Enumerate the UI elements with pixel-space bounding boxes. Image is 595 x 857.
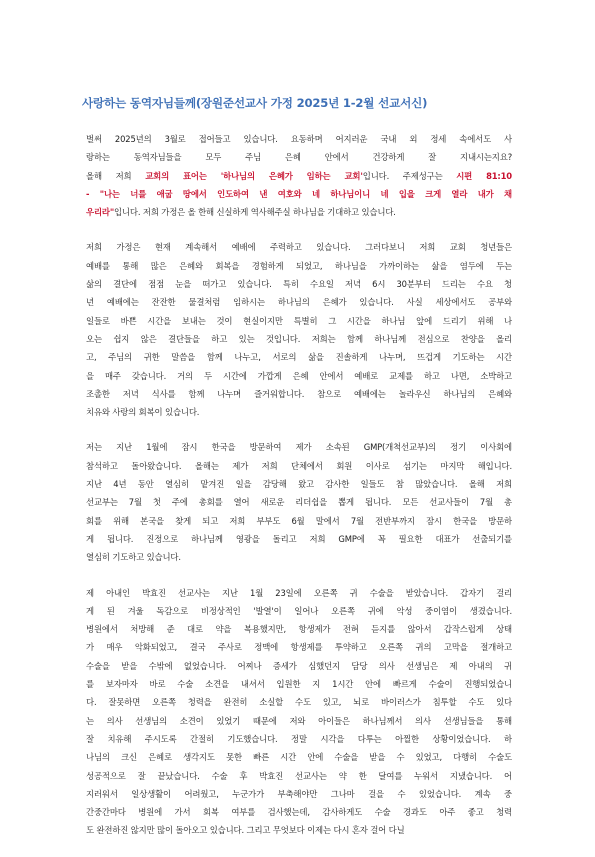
- paragraph-health-report: [86, 584, 512, 840]
- text-run: 저희 가정은 현재 계속해서 예배에 주력하고 있습니다. 그러다보니 저희 교회 청년들은: [86, 242, 512, 253]
- text-run: 올해 저희: [86, 170, 146, 181]
- text-run: 선교부는 7월 첫 주에 총회를 열어 새로운 리더쉽을 뽑게 됩니다. 모든 선교사들이 7월 총: [86, 497, 512, 508]
- highlighted-text: 우리라": [86, 207, 115, 218]
- text-line: [86, 403, 512, 421]
- highlighted-text: 교회의 표어는 '하나님의 은혜가 임하는 교회': [145, 170, 363, 181]
- text-line: [86, 493, 512, 511]
- text-run: 간중간마다 병원에 가서 회복 여부를 검사했는데, 감사하게도 수술 경과도 아주 좋고 청력: [86, 807, 512, 818]
- text-run: 수술을 받을 수밖에 없었습니다. 어찌나 증세가 심했던지 담당 의사 선생님은 제 아내의 귀: [86, 660, 512, 671]
- text-run: 게 됩니다. 진정으로 하나님께 영광을 돌리고 저희 GMP에 꼭 필요한 대표가 선출되기를: [86, 533, 512, 544]
- text-run: 게 된 겨울 독감으로 비정상적인 '발열'이 일어나 오른쪽 귀에 악성 중이염이 생겼습니다.: [86, 605, 512, 616]
- text-line: [86, 620, 512, 638]
- text-run: 치유와 사랑의 회복이 있습니다.: [86, 407, 200, 418]
- text-line: [86, 185, 512, 203]
- highlighted-text: 시편 81:10: [456, 170, 512, 181]
- text-run: 을 매주 갖습니다. 거의 두 시간에 가깝게 은혜 안에서 예배로 교제를 하고 나면, 소박하고: [86, 370, 512, 381]
- text-run: 입니다. 저희 가정은 올 한해 신실하게 역사해주실 하나님을 기대하고 있습니다.: [114, 207, 396, 218]
- text-run: 벌써 2025년의 3월로 접어들고 있습니다. 요동하며 어지러운 국내 외 정세 속에서도 사: [86, 134, 512, 144]
- text-line: [86, 712, 512, 730]
- text-line: [86, 548, 512, 566]
- text-run: 예배를 통해 많은 은혜와 회복을 경험하게 되었고, 하나님을 가까이하는 삶을 염두에 두는: [86, 260, 512, 271]
- text-run: 저는 지난 1월에 잠시 한국을 방문하여 제가 소속된 GMP(개척선교부)의 정기 이사회에: [86, 442, 512, 453]
- text-line: [86, 148, 512, 166]
- letter-body: [86, 130, 512, 857]
- text-run: 회를 위해 본국을 찾게 되고 저희 부부도 6월 말에서 7월 전반부까지 잠시 한국을 방문하: [86, 515, 512, 526]
- text-run: 일들로 바쁜 시간을 보내는 것이 현실이지만 특별히 그 시간을 하나님 앞에 드리기 위해 나: [86, 315, 512, 326]
- text-run: 제 아내인 박효진 선교사는 지난 1월 23일에 오른쪽 귀 수술을 받았습니다. 갑자기 걸리: [86, 587, 512, 598]
- text-line: [86, 293, 512, 311]
- text-line: [86, 730, 512, 748]
- text-line: [86, 748, 512, 766]
- text-run: 잘 치유해 주시도록 간절히 기도했습니다. 정말 시각을 다투는 아찔한 상황이었습니다. 하: [86, 733, 512, 744]
- text-line: [86, 367, 512, 385]
- text-line: [86, 475, 512, 493]
- text-line: [86, 167, 512, 185]
- text-run: 도 완전하진 않지만 많이 돌아오고 있습니다. 그리고 무엇보다 이제는 다시 혼자 걸어 다닐: [86, 825, 405, 836]
- text-line: [86, 803, 512, 821]
- text-run: 조촐한 저녁 식사를 함께 나누며 즐거워합니다. 참으로 예배에는 놀라우신 하나님의 은혜와: [86, 388, 512, 399]
- text-line: [86, 638, 512, 656]
- text-line: [86, 675, 512, 693]
- highlighted-text: - "나는 너를 애굽 땅에서 인도하여 낸 여호와 네 하나님이니 네 입을 크게 열라 내가 채: [86, 188, 512, 199]
- text-line: [86, 275, 512, 293]
- text-line: [86, 330, 512, 348]
- paragraph-gmp-report: [86, 438, 512, 566]
- text-run: 는 의사 선생님의 소견이 있었기 때문에 저와 아이들은 하나님께서 의사 선생님들을 통해: [86, 715, 512, 726]
- text-run: 열심히 기도하고 있습니다.: [86, 552, 181, 563]
- text-line: [86, 657, 512, 675]
- paragraph-intro: [86, 130, 512, 221]
- text-run: 지러워서 일상생활이 어려웠고, 누군가가 부축해야만 그나마 걸을 수 있었습니다. 계속 중: [86, 788, 512, 799]
- text-line: [86, 602, 512, 620]
- text-line: [86, 821, 512, 839]
- paragraph-church-report: [86, 238, 512, 421]
- text-run: 성공적으로 잘 끝났습니다. 수술 후 박효진 선교사는 약 한 달여를 누워서 지냈습니다. 어: [86, 770, 512, 781]
- text-line: [86, 512, 512, 530]
- text-run: 입니다. 주제성구는: [362, 170, 457, 181]
- text-line: [86, 693, 512, 711]
- text-line: [86, 348, 512, 366]
- text-line: [86, 312, 512, 330]
- text-line: [86, 438, 512, 456]
- text-line: [86, 385, 512, 403]
- text-run: 랑하는 동역자님들을 모두 주님 은혜 안에서 건강하게 잘 지내시는지요?: [86, 152, 512, 163]
- text-run: 년 예배에는 잔잔한 물결처럼 임하시는 하나님의 은혜가 있습니다. 사실 세상에서도 공부와: [86, 297, 512, 308]
- text-line: [86, 238, 512, 256]
- text-line: [86, 257, 512, 275]
- text-line: [86, 203, 512, 221]
- text-run: 지난 4년 동안 열심히 맡겨진 일을 감당해 왔고 감사한 일들도 참 많았습니다. 올해 저희: [86, 479, 512, 490]
- text-line: [86, 767, 512, 785]
- text-run: 병원에서 처방해 준 대로 약을 복용했지만, 항생제가 전혀 듣지를 않아서 갑작스럽게 상태: [86, 624, 512, 635]
- text-line: [86, 457, 512, 475]
- text-line: [86, 785, 512, 803]
- text-run: 고, 주님의 귀한 말씀을 함께 나누고, 서로의 삶을 진솔하게 나누며, 뜨겁게 기도하는 시간: [86, 352, 512, 363]
- text-run: 나님의 크신 은혜로 생각지도 못한 빠른 시간 안에 수술을 받을 수 있었고, 다행히 수술도: [86, 752, 512, 763]
- text-run: 참석하고 돌아왔습니다. 올해는 제가 저희 단체에서 회원 이사로 섬기는 마지막 해입니다.: [86, 460, 512, 471]
- text-line: [86, 584, 512, 602]
- text-line: [86, 530, 512, 548]
- text-run: 오는 쉽지 않은 결단들을 하고 있는 것입니다. 저희는 함께 하나님께 전심으로 찬양을 올리: [86, 333, 512, 344]
- text-run: 를 보자마자 바로 수술 소견을 내셔서 입원한 지 1시간 안에 빠르게 수술이 진행되었습니: [86, 679, 512, 690]
- text-run: 삶의 결단에 점점 눈을 떠가고 있습니다. 특히 수요일 저녁 6시 30분부터 드리는 수요 청: [86, 279, 512, 290]
- text-run: 다. 잘못하면 오른쪽 청력을 완전히 소실할 수도 있고, 뇌로 바이러스가 침투할 수도 있다: [86, 697, 512, 708]
- letter-title: 사랑하는 동역자님들께(장원준선교사 가정 2025년 1-2월 선교서신): [82, 96, 428, 110]
- text-line: [86, 130, 512, 148]
- text-run: 가 매우 악화되었고, 결국 주사로 정맥에 항생제를 투약하고 오른쪽 귀의 고막을 절개하고: [86, 642, 512, 653]
